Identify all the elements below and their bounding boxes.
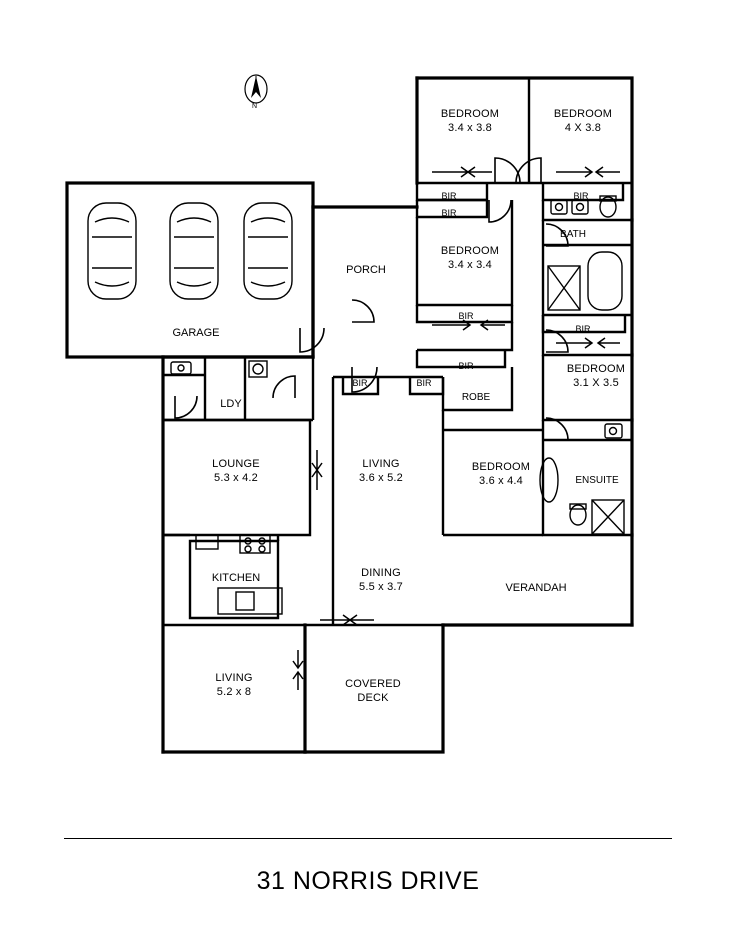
area-label: BIR: [352, 378, 368, 388]
area-label: PORCH: [346, 264, 386, 276]
room-name: BEDROOM: [553, 108, 613, 120]
area-label: BIR: [441, 208, 457, 218]
page-title: 31 NORRIS DRIVE: [256, 867, 480, 895]
room-name: DINING: [361, 567, 401, 579]
car-icon: [244, 203, 292, 299]
basin-icon: [572, 200, 588, 214]
area-label: BIR: [575, 324, 591, 334]
area-label: VERANDAH: [505, 582, 567, 594]
room-dimension: 3.1 X 3.5: [573, 376, 619, 389]
car-icon: [170, 203, 218, 299]
car-icon: [88, 203, 136, 299]
room-dimension: DECK: [357, 691, 389, 704]
area-label: BIR: [441, 191, 457, 201]
room-name: BEDROOM: [440, 108, 500, 120]
area-label: KITCHEN: [211, 572, 261, 584]
area-label: BIR: [416, 378, 432, 388]
room-name: LIVING: [362, 458, 400, 470]
room-dimension: 4 X 3.8: [564, 121, 602, 134]
toilet-icon: [570, 505, 586, 525]
room-dimension: 3.4 x 3.4: [448, 258, 492, 271]
basin-icon: [551, 200, 567, 214]
area-label: BIR: [573, 191, 589, 201]
area-label: ENSUITE: [575, 475, 619, 486]
area-label: ROBE: [461, 392, 491, 403]
room-dimension: 5.5 x 3.7: [359, 580, 403, 593]
room-name: BEDROOM: [566, 363, 626, 375]
compass-icon: [245, 75, 267, 103]
cooktop-icon: [240, 535, 270, 553]
room-name: BEDROOM: [471, 461, 531, 473]
area-label: GARAGE: [172, 327, 220, 339]
area-label: BATH: [560, 229, 586, 240]
room-name: LIVING: [215, 672, 253, 684]
room-dimension: 5.2 x 8: [216, 685, 252, 698]
sink-icon: [236, 592, 254, 610]
room-name: BEDROOM: [440, 245, 500, 257]
plan-title-bar: [0, 838, 736, 896]
area-label: BIR: [458, 311, 474, 321]
room-dimension: 3.6 x 4.4: [479, 474, 523, 487]
area-label: BIR: [458, 361, 474, 371]
room-name: COVERED: [345, 678, 401, 690]
exterior-walls: [67, 78, 632, 752]
sink-icon: [171, 362, 191, 374]
room-name: LOUNGE: [212, 458, 260, 470]
area-label: LDY: [220, 398, 242, 410]
bathtub-icon: [588, 252, 622, 310]
title-divider: [64, 838, 672, 839]
room-dimension: 5.3 x 4.2: [214, 471, 258, 484]
compass-north-label: N: [252, 103, 258, 110]
doors: [175, 158, 568, 440]
room-dimension: 3.4 x 3.8: [448, 121, 492, 134]
basin-icon: [605, 424, 622, 438]
room-dimension: 3.6 x 5.2: [359, 471, 403, 484]
